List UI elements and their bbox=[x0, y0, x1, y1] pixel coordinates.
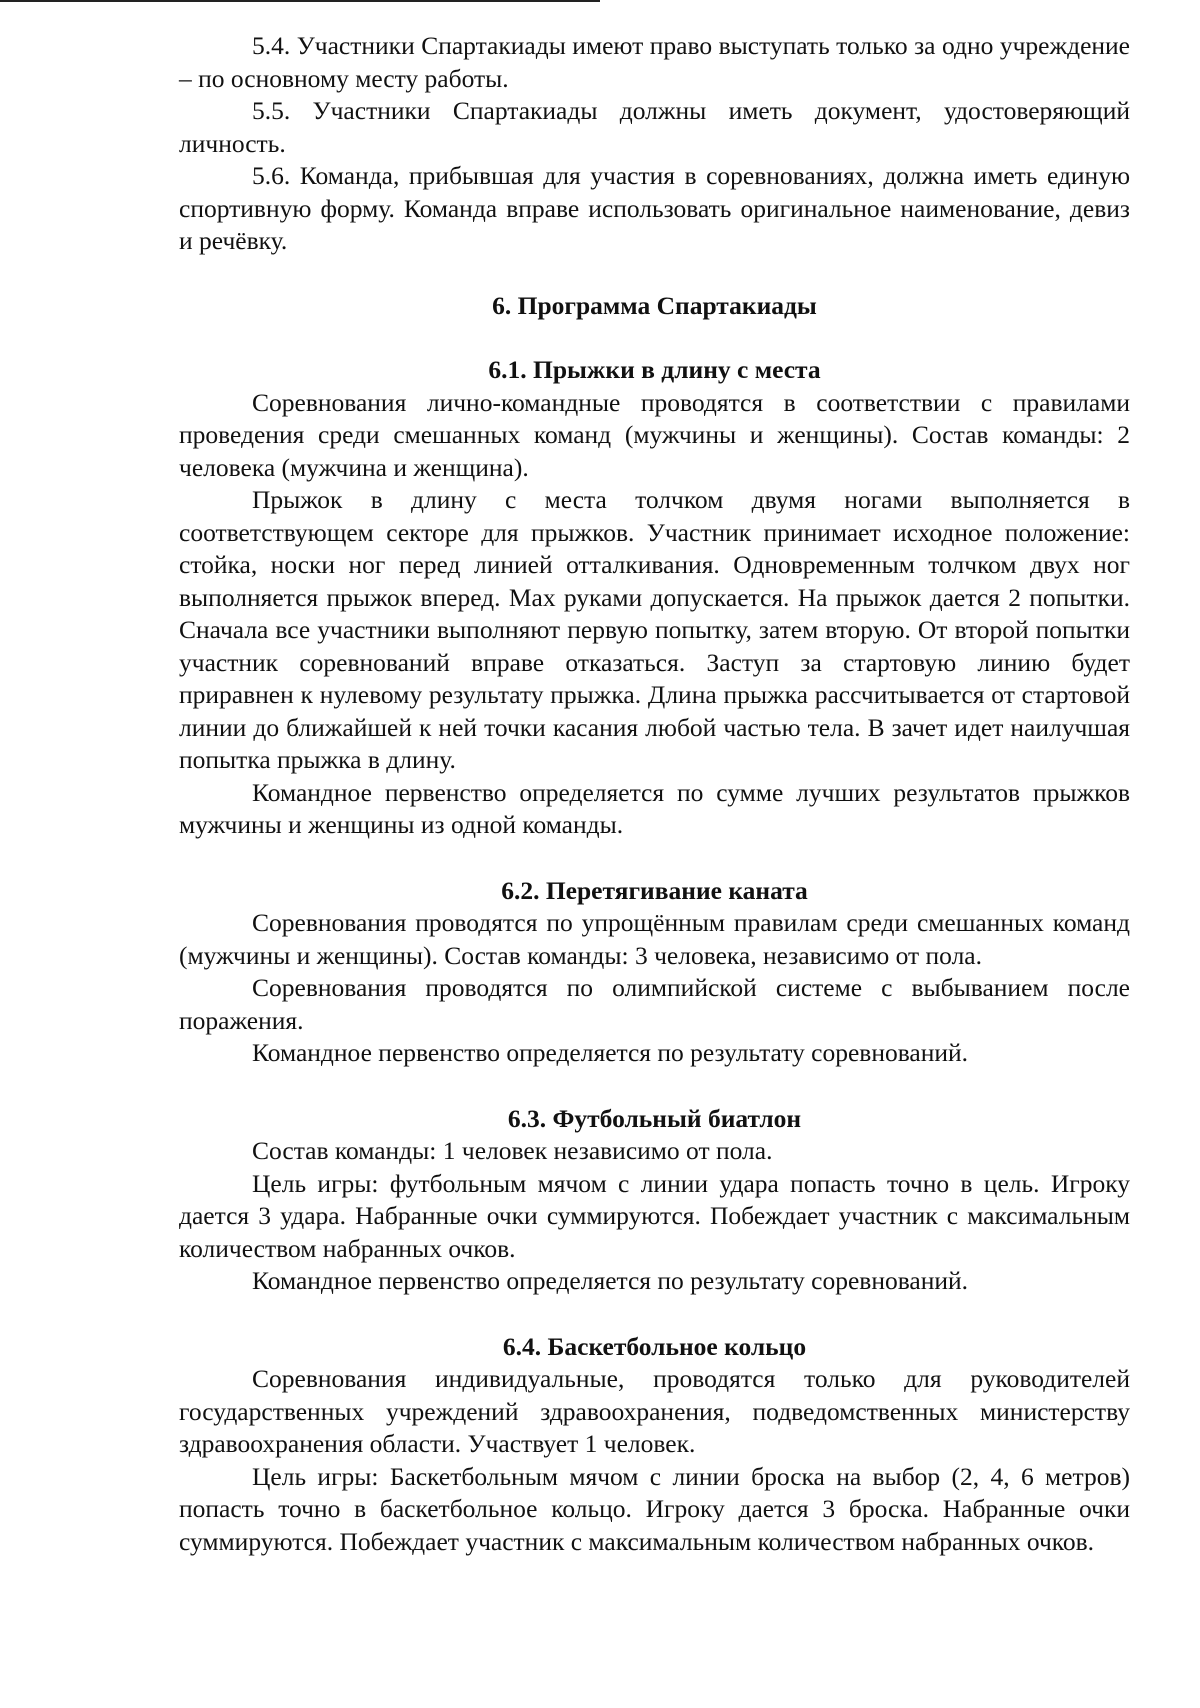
section-6-1-title: 6.1. Прыжки в длину с места bbox=[488, 355, 821, 384]
paragraph-6-2-3: Командное первенство определяется по результату соревнований. bbox=[252, 1038, 969, 1067]
section-6-2-title: 6.2. Перетягивание каната bbox=[501, 875, 808, 905]
paragraph-6-1-1: Соревнования лично-командные проводятся в соответствии с правилами проведения среди смешанных команд (мужчины и женщины). Состав команды: 2 человека (мужчина и женщина). bbox=[179, 387, 1130, 482]
paragraph-5-4: 5.4. Участники Спартакиады имеют право выступать только за одно учреждение – по основному месту работы. bbox=[179, 31, 1130, 93]
section-6-3-title: 6.3. Футбольный биатлон bbox=[507, 1103, 802, 1133]
document-page bbox=[179, 30, 1130, 1558]
section-6-title: 6. Программа Спартакиады bbox=[492, 290, 817, 320]
section-6-4-title: 6.4. Баскетбольное кольцо bbox=[502, 1331, 807, 1361]
paragraph-6-1-3: Командное первенство определяется по сумме лучших результатов прыжков мужчины и женщины из одной команды. bbox=[179, 777, 1130, 839]
paragraph-5-5: 5.5. Участники Спартакиады должны иметь документ, удостоверяющий личность. bbox=[179, 96, 1130, 158]
paragraph-6-3-1: Состав команды: 1 человек независимо от пола. bbox=[252, 1136, 773, 1165]
paragraph-6-3-3: Командное первенство определяется по результату соревнований. bbox=[252, 1266, 969, 1295]
paragraph-6-2-2: Соревнования проводятся по олимпийской системе с выбыванием после поражения. bbox=[179, 973, 1130, 1035]
paragraph-6-4-1: Соревнования индивидуальные, проводятся только для руководителей государственных учреждений здравоохранения, подведомственных министерству здравоохранения области. Участвует 1 человек. bbox=[179, 1364, 1130, 1458]
top-rule bbox=[0, 0, 600, 2]
paragraph-6-1-2: Прыжок в длину с места толчком двумя ногами выполняется в соответствующем секторе для прыжков. Участник принимает исходное положение: стойка, носки ног перед линией отталкивания. Одновременным толчком двух ног выполняется прыжок вперед. Мах руками допускается. На прыжок дается 2 попытки. Сначала все участники выполняют первую попытку, затем вторую. От второй попытки участник соревнований вправе отказаться. Заступ за стартовую линию будет приравнен к нулевому результату прыжка. Длина прыжка рассчитывается от стартовой линии до ближайшей к ней точки касания любой частью тела. В зачет идет наилучшая попытка прыжка в длину. bbox=[179, 485, 1130, 774]
paragraph-6-4-2: Цель игры: Баскетбольным мячом с линии броска на выбор (2, 4, 6 метров) попасть точно в баскетбольное кольцо. Игроку дается 3 броска. Набранные очки суммируются. Побеждает участник с максимальным количеством набранных очков. bbox=[179, 1461, 1130, 1556]
paragraph-6-2-1: Соревнования проводятся по упрощённым правилам среди смешанных команд (мужчины и женщины). Состав команды: 3 человека, независимо от пола. bbox=[179, 908, 1130, 970]
paragraph-5-6: 5.6. Команда, прибывшая для участия в соревнованиях, должна иметь единую спортивную форму. Команда вправе использовать оригинальное наименование, девиз и речёвку. bbox=[179, 161, 1130, 255]
paragraph-6-3-2: Цель игры: футбольным мячом с линии удара попасть точно в цель. Игроку дается 3 удара. Набранные очки суммируются. Побеждает участник с максимальным количеством набранных очков. bbox=[179, 1168, 1130, 1263]
